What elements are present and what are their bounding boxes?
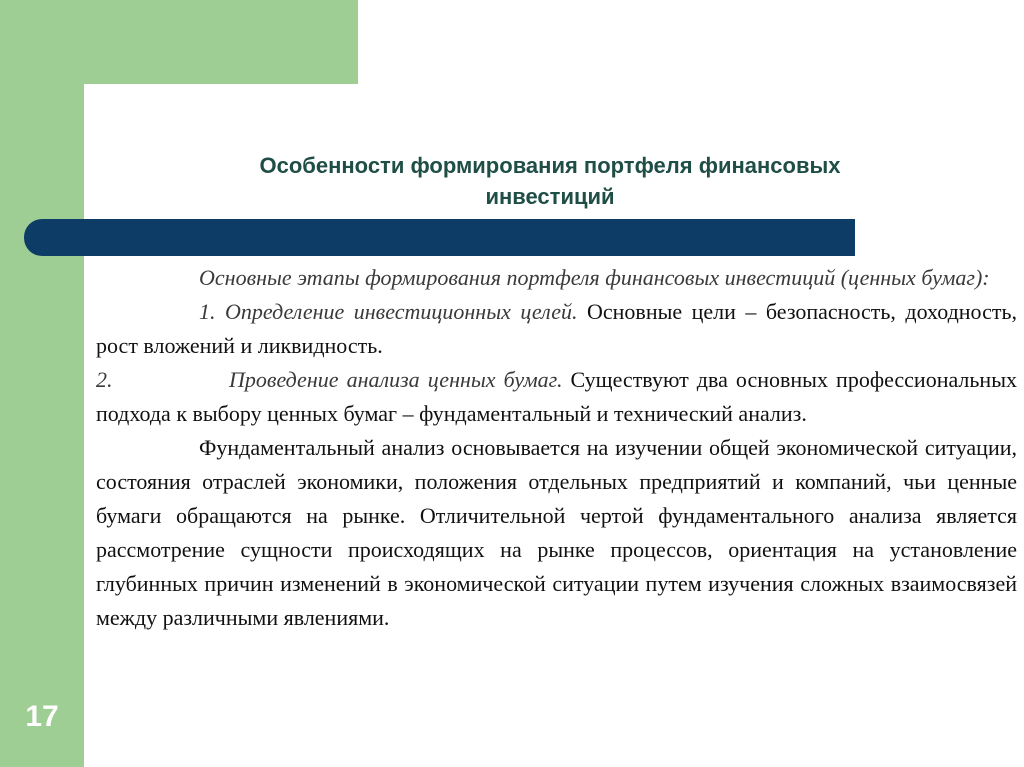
top-green-band	[0, 0, 358, 84]
step-1-paragraph	[96, 295, 1017, 363]
fundamental-analysis-paragraph: Фундаментальный анализ основывается на изучении общей экономической ситуации, состояния отраслей экономики, положения отдельных предприятий и компаний, чьи ценные бумаги обращаются на рынке. Отличительной чертой фундаментального анализа является рассмотрение сущности происходящих на рынке процессов, ориентация на установление глубинных причин изменений в экономической ситуации путем изучения сложных взаимосвязей между различными явлениями.	[96, 435, 1017, 630]
intro-text: Основные этапы формирования портфеля финансовых инвестиций (ценных бумаг):	[199, 265, 990, 290]
slide-title-line-1: Особенности формирования портфеля финансовых	[259, 153, 841, 178]
slide-number: 17	[25, 700, 59, 733]
step-2-text: Существуют два основных профессиональных подхода к выбору ценных бумаг – фундаментальный и технический анализ.	[96, 367, 1017, 426]
step-1-heading: 1. Определение инвестиционных целей.	[199, 299, 578, 324]
step-2-paragraph	[96, 363, 1017, 431]
step-2-number: 2.	[96, 367, 113, 392]
title-underline-bar	[24, 219, 855, 256]
slide-body	[96, 261, 1017, 635]
slide-title-line-2: инвестиций	[485, 184, 615, 209]
left-green-band	[0, 0, 84, 767]
intro-paragraph	[96, 261, 1017, 295]
step-1-text: Основные цели – безопасность, доходность, рост вложений и ликвидность.	[96, 299, 1017, 358]
slide-title	[150, 150, 950, 212]
step-2-heading: Проведение анализа ценных бумаг.	[229, 367, 563, 392]
